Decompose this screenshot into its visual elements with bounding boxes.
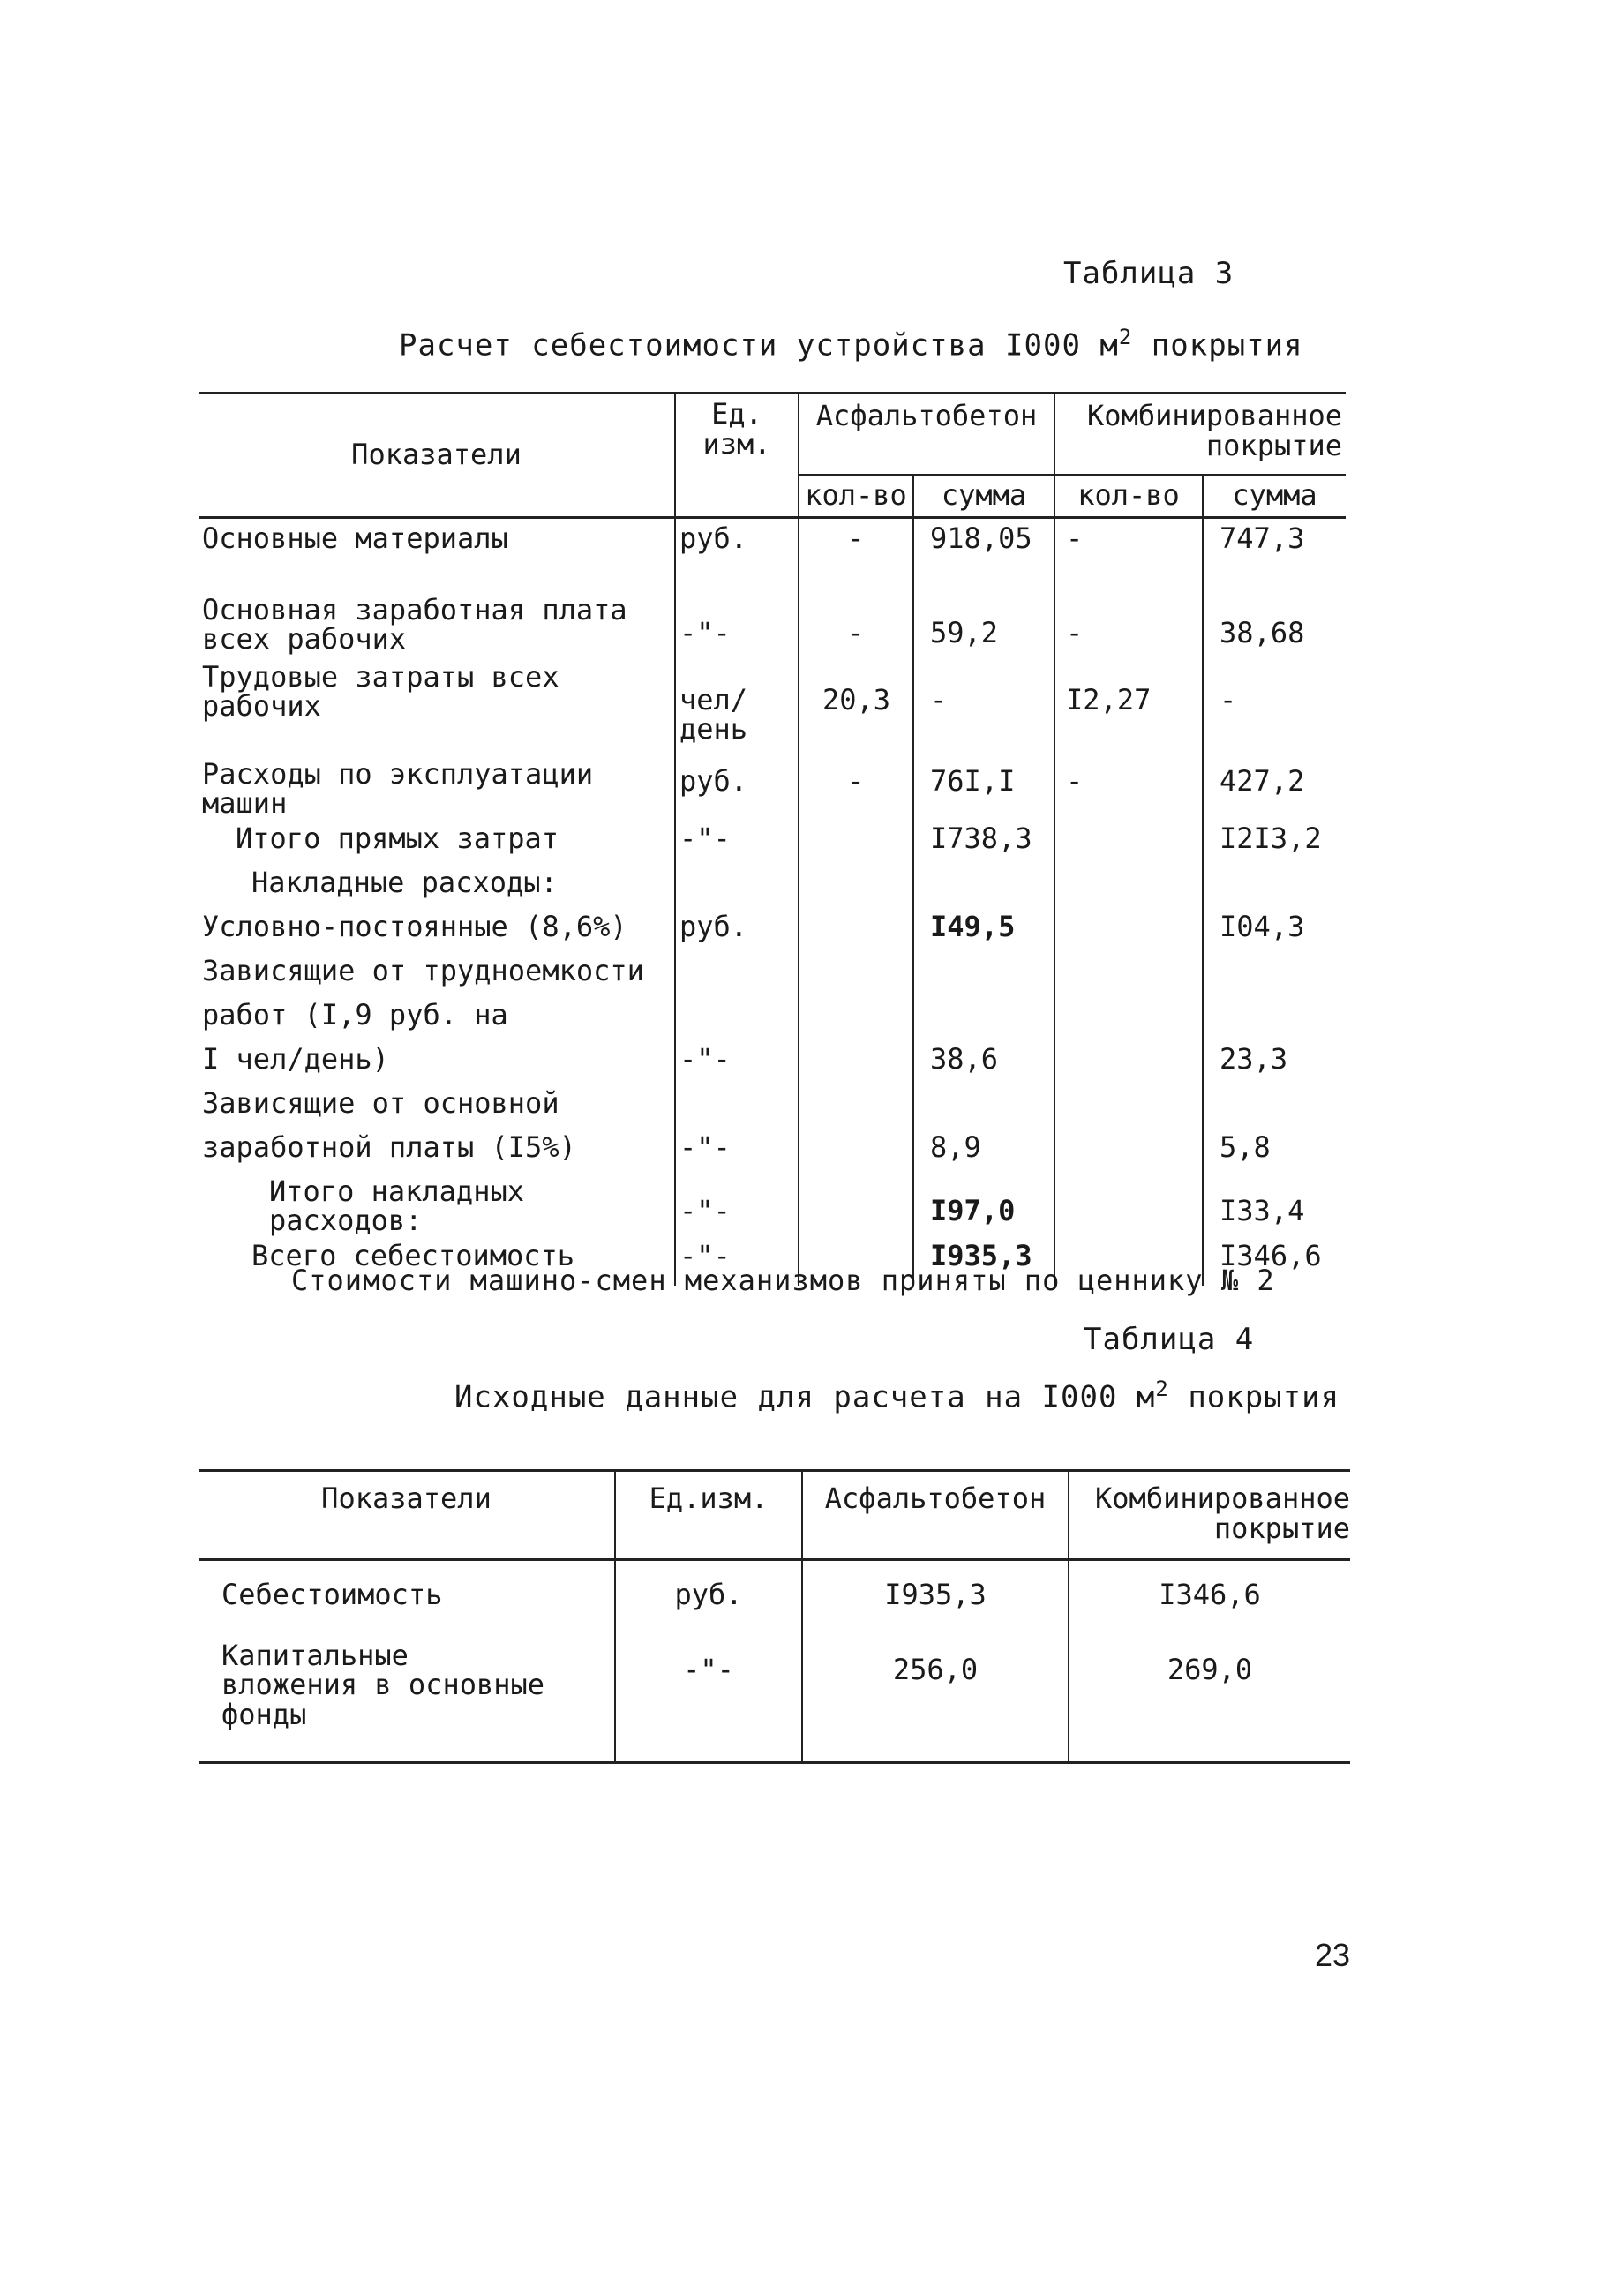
row-unit: -"-	[675, 1236, 799, 1286]
row-asphalt-qty	[799, 1128, 913, 1172]
row-asphalt-sum	[913, 951, 1054, 995]
table-row	[199, 819, 1346, 863]
row-label: Итого накладных расходов:	[269, 1174, 524, 1236]
row-asphalt-qty: -	[799, 518, 913, 590]
row-combined-sum: 5,8	[1203, 1128, 1346, 1172]
row-asphalt-qty	[799, 819, 913, 863]
table-row	[199, 1172, 1346, 1236]
row-asphalt-sum: -	[913, 657, 1054, 754]
table3	[199, 392, 1346, 1286]
row-unit: руб.	[675, 754, 799, 819]
table-row	[199, 907, 1346, 951]
row-combined-qty	[1054, 1172, 1203, 1236]
row-combined-sum	[1203, 951, 1346, 995]
row-asphalt-sum: I935,3	[913, 1236, 1054, 1286]
row-label: работ (I,9 руб. на	[202, 997, 508, 1032]
header-unit: Ед.изм.	[615, 1471, 802, 1560]
table-row	[199, 754, 1346, 819]
header-combined-sum: сумма	[1203, 475, 1346, 518]
row-asphalt-qty	[799, 1084, 913, 1128]
row-asphalt-qty: 20,3	[799, 657, 913, 754]
row-combined-sum	[1203, 995, 1346, 1039]
table-row	[199, 1039, 1346, 1084]
row-combined-qty: I2,27	[1054, 657, 1203, 754]
row-label: заработной платы (I5%)	[202, 1129, 576, 1164]
table4	[199, 1469, 1350, 1764]
table-row	[199, 518, 1346, 590]
row-unit: руб.	[675, 907, 799, 951]
row-asphalt-qty	[799, 1172, 913, 1236]
row-asphalt-qty	[799, 995, 913, 1039]
row-asphalt-qty	[799, 951, 913, 995]
table-row	[199, 1560, 1350, 1622]
table3-caption: Таблица 3	[1063, 256, 1235, 291]
row-asphalt: 256,0	[802, 1622, 1069, 1763]
row-asphalt-qty	[799, 907, 913, 951]
row-combined-sum: I04,3	[1203, 907, 1346, 951]
row-unit	[675, 1084, 799, 1128]
row-combined-qty	[1054, 951, 1203, 995]
row-combined-sum	[1203, 863, 1346, 907]
row-asphalt-sum: I49,5	[913, 907, 1054, 951]
row-label: Себестоимость	[221, 1578, 443, 1611]
table-row	[199, 1622, 1350, 1763]
row-combined: 269,0	[1069, 1622, 1350, 1763]
row-asphalt-sum: 76I,I	[913, 754, 1054, 819]
row-combined: I346,6	[1069, 1560, 1350, 1622]
row-unit: -"-	[675, 819, 799, 863]
row-asphalt-qty: -	[799, 754, 913, 819]
row-label: Основная заработная плата всех рабочих	[202, 592, 627, 657]
table-row	[199, 657, 1346, 754]
row-unit	[675, 863, 799, 907]
row-label: Итого прямых затрат	[236, 821, 559, 855]
row-label: Основные материалы	[202, 521, 508, 555]
row-combined-qty: -	[1054, 754, 1203, 819]
row-label: Трудовые затраты всех рабочих	[202, 659, 559, 724]
row-unit: чел/ день	[675, 657, 799, 754]
header-asphalt-qty: кол-во	[799, 475, 913, 518]
row-asphalt-sum: I738,3	[913, 819, 1054, 863]
table-row	[199, 1084, 1346, 1128]
row-asphalt-sum	[913, 995, 1054, 1039]
row-asphalt-sum: I97,0	[913, 1172, 1054, 1236]
header-asphalt-sum: сумма	[913, 475, 1054, 518]
row-asphalt-qty	[799, 1039, 913, 1084]
row-asphalt-sum: 38,6	[913, 1039, 1054, 1084]
row-combined-sum: 427,2	[1203, 754, 1346, 819]
table-row	[199, 590, 1346, 657]
page-number: 23	[1315, 1937, 1351, 1973]
header-asphalt: Асфальтобетон	[799, 394, 1054, 476]
row-asphalt: I935,3	[802, 1560, 1069, 1622]
row-combined-qty	[1054, 1084, 1203, 1128]
row-unit: -"-	[615, 1622, 802, 1763]
row-unit: -"-	[675, 590, 799, 657]
table3-title: Расчет себестоимости устройства I000 $м^2$ покрытия	[399, 325, 1303, 364]
row-combined-qty	[1054, 819, 1203, 863]
row-unit: -"-	[675, 1128, 799, 1172]
row-unit	[675, 995, 799, 1039]
row-asphalt-sum: 918,05	[913, 518, 1054, 590]
row-asphalt-sum	[913, 863, 1054, 907]
row-asphalt-sum: 8,9	[913, 1128, 1054, 1172]
row-combined-qty	[1054, 995, 1203, 1039]
row-unit: руб.	[675, 518, 799, 590]
header-unit: Ед. изм.	[675, 394, 799, 518]
row-label: Накладные расходы:	[251, 865, 558, 899]
row-combined-qty	[1054, 907, 1203, 951]
row-asphalt-sum	[913, 1084, 1054, 1128]
row-combined-sum: I2I3,2	[1203, 819, 1346, 863]
row-label: Зависящие от трудноемкости	[202, 953, 644, 987]
header-indicators: Показатели	[321, 1482, 492, 1515]
row-label: Зависящие от основной	[202, 1085, 559, 1120]
table-row	[199, 1128, 1346, 1172]
row-unit: руб.	[615, 1560, 802, 1622]
row-combined-qty	[1054, 863, 1203, 907]
row-unit: -"-	[675, 1172, 799, 1236]
row-combined-sum: I33,4	[1203, 1172, 1346, 1236]
row-combined-sum: 23,3	[1203, 1039, 1346, 1084]
row-combined-sum: I346,6	[1203, 1236, 1346, 1286]
header-indicators: Показатели	[351, 438, 522, 472]
table-row	[199, 863, 1346, 907]
row-combined-sum: -	[1203, 657, 1346, 754]
header-asphalt: Асфальтобетон	[802, 1471, 1069, 1560]
row-unit: -"-	[675, 1039, 799, 1084]
header-combined-qty: кол-во	[1054, 475, 1203, 518]
row-combined-qty: -	[1054, 590, 1203, 657]
row-combined-qty	[1054, 1039, 1203, 1084]
table-row	[199, 951, 1346, 995]
row-unit	[675, 951, 799, 995]
table4-caption: Таблица 4	[1084, 1322, 1255, 1357]
row-combined-sum: 747,3	[1203, 518, 1346, 590]
row-asphalt-sum: 59,2	[913, 590, 1054, 657]
table-row	[199, 995, 1346, 1039]
table4-title: Исходные данные для расчета на I000 $м^2$ покрытия	[454, 1377, 1340, 1415]
row-label: Капитальные вложения в основные фонды	[199, 1622, 615, 1763]
row-label: I чел/день)	[202, 1041, 389, 1076]
table3-footnote: Стоимости машино-смен механизмов приняты по ценнику № 2	[291, 1264, 1275, 1297]
row-asphalt-qty: -	[799, 590, 913, 657]
row-label: Расходы по эксплуатации машин	[202, 756, 594, 819]
header-combined: Комбинированное покрытие	[1054, 394, 1346, 476]
row-label: Всего себестоимость	[251, 1238, 575, 1272]
row-combined-sum: 38,68	[1203, 590, 1346, 657]
row-label: Условно-постоянные (8,6%)	[202, 909, 627, 943]
row-combined-sum	[1203, 1084, 1346, 1128]
row-asphalt-qty	[799, 863, 913, 907]
header-combined: Комбинированное покрытие	[1069, 1471, 1350, 1560]
row-combined-qty	[1054, 1128, 1203, 1172]
row-combined-qty: -	[1054, 518, 1203, 590]
